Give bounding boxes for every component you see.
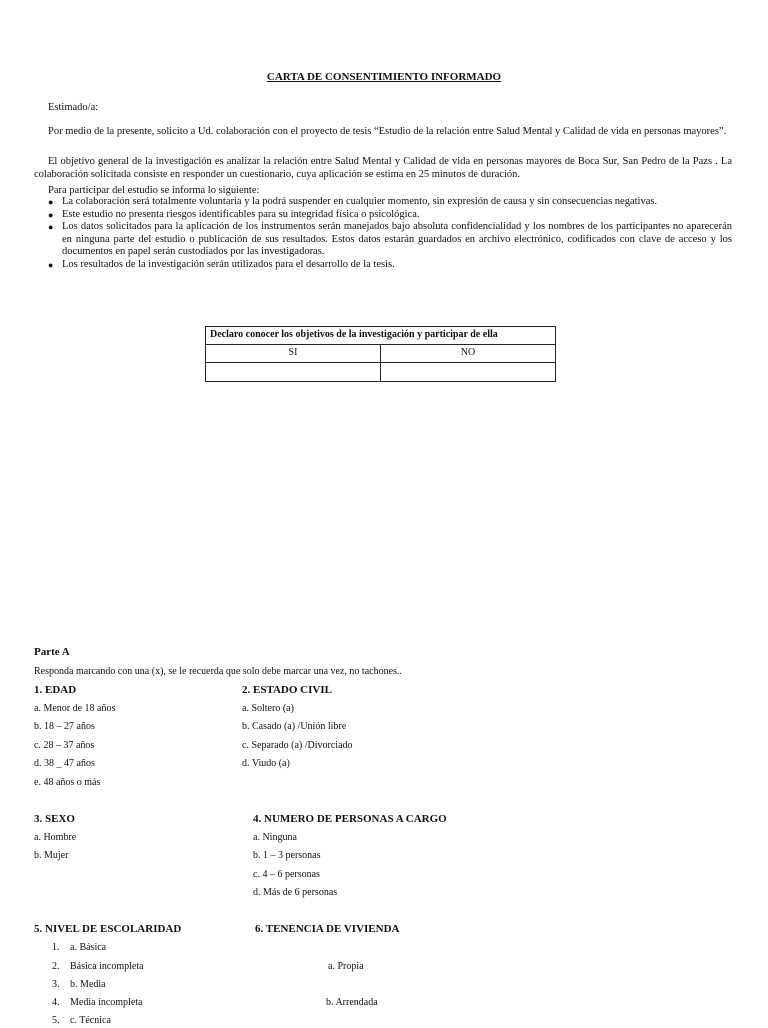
estado-civil-option[interactable]: b. Casado (a) /Unión libre xyxy=(242,721,347,732)
document-title: CARTA DE CONSENTIMIENTO INFORMADO xyxy=(266,71,502,83)
paragraph-objective: El objetivo general de la investigación es analizar la relación entre Salud Mental y Calidad de vida en personas mayores de Boca Sur, San Pedro de la Pazs . La colaboración solicitada consiste en responder un cuestionario, cuya aplicación se estima en 25 minutos de duración. xyxy=(34,156,732,180)
consent-yes-label: SI xyxy=(206,345,381,363)
estado-civil-option[interactable]: a. Soltero (a) xyxy=(242,703,294,714)
estado-civil-option[interactable]: d. Viudo (a) xyxy=(242,758,290,769)
escolaridad-option[interactable]: Media incompleta xyxy=(70,997,143,1008)
list-intro: Para participar del estudio se informa lo siguiente: xyxy=(48,185,260,196)
escolaridad-option[interactable]: Básica incompleta xyxy=(70,961,144,972)
consent-no-label: NO xyxy=(381,345,556,363)
edad-option[interactable]: a. Menor de 18 años xyxy=(34,703,116,714)
info-bullet-list xyxy=(34,196,732,271)
tenencia-vivienda-option[interactable]: a. Propia xyxy=(328,961,364,972)
escolaridad-option[interactable]: a. Básica xyxy=(70,942,107,953)
escolaridad-item-number: 3. xyxy=(52,979,60,990)
edad-option[interactable]: c. 28 – 37 años xyxy=(34,740,95,751)
edad-option[interactable]: e. 48 años o más xyxy=(34,777,101,788)
question-sexo-title: 3. SEXO xyxy=(34,813,75,825)
escolaridad-item-number: 5. xyxy=(52,1015,60,1026)
question-estado-civil-title: 2. ESTADO CIVIL xyxy=(242,684,332,696)
edad-option[interactable]: d. 38 _ 47 años xyxy=(34,758,95,769)
estado-civil-option[interactable]: c. Separado (a) /Divorciado xyxy=(242,740,353,751)
question-edad-title: 1. EDAD xyxy=(34,684,77,696)
personas-a-cargo-option[interactable]: c. 4 – 6 personas xyxy=(253,869,320,880)
tenencia-vivienda-option[interactable]: b. Arrendada xyxy=(326,997,378,1008)
consent-yes-checkbox-cell[interactable] xyxy=(206,363,381,382)
personas-a-cargo-option[interactable]: b. 1 – 3 personas xyxy=(253,850,321,861)
question-escolaridad-title: 5. NIVEL DE ESCOLARIDAD xyxy=(34,923,182,935)
escolaridad-option[interactable]: b. Media xyxy=(70,979,106,990)
escolaridad-item-number: 4. xyxy=(52,997,60,1008)
edad-option[interactable]: b. 18 – 27 años xyxy=(34,721,95,732)
paragraph-request: Por medio de la presente, solicito a Ud. colaboración con el proyecto de tesis “Estudio de la relación entre Salud Mental y Calidad de vida en personas mayores”. xyxy=(48,126,727,137)
consent-no-checkbox-cell[interactable] xyxy=(381,363,556,382)
question-personas-a-cargo-title: 4. NUMERO DE PERSONAS A CARGO xyxy=(253,813,447,825)
sexo-option[interactable]: b. Mujer xyxy=(34,850,69,861)
personas-a-cargo-option[interactable]: a. Ninguna xyxy=(253,832,297,843)
part-a-heading: Parte A xyxy=(34,646,70,658)
consent-table xyxy=(205,326,556,382)
bullet-item: ● La colaboración será totalmente voluntaria y la podrá suspender en cualquier momento, sin expresión de causa y sin consecuencias negativas. xyxy=(34,196,732,209)
part-a-instruction: Responda marcando con una (x), se le recuerda que solo debe marcar una vez, no tachones.. xyxy=(34,666,402,677)
escolaridad-item-number: 1. xyxy=(52,942,60,953)
sexo-option[interactable]: a. Hombre xyxy=(34,832,77,843)
bullet-item: ● Este estudio no presenta riesgos identificables para su integridad física o psicológica. xyxy=(34,209,732,222)
escolaridad-item-number: 2. xyxy=(52,961,60,972)
escolaridad-option[interactable]: c. Técnica xyxy=(70,1015,111,1026)
consent-table-header: Declaro conocer los objetivos de la investigación y participar de ella xyxy=(206,327,556,345)
personas-a-cargo-option[interactable]: d. Más de 6 personas xyxy=(253,887,338,898)
question-tenencia-vivienda-title: 6. TENENCIA DE VIVIENDA xyxy=(255,923,400,935)
greeting: Estimado/a: xyxy=(48,102,99,113)
bullet-item: ● Los datos solicitados para la aplicación de los instrumentos serán manejados bajo absoluta confidencialidad y los nombres de los participantes no aparecerán en ninguna parte del estudio o publicación de sus resultados. Estos datos estarán guardados en archivo electrónico, codificados con clave de acceso y los documentos en papel serán custodiados por las investigadoras. xyxy=(34,221,732,259)
bullet-item: ● Los resultados de la investigación serán utilizados para el desarrollo de la tesis. xyxy=(34,259,732,272)
